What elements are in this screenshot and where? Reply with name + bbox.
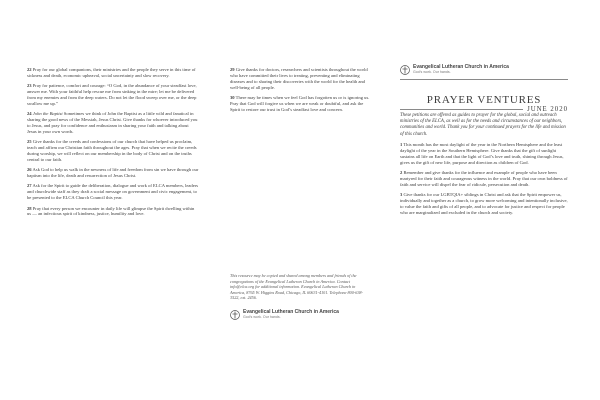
- title-block: [400, 94, 568, 113]
- brand-header: [230, 310, 370, 320]
- prayer-item: 25 Give thanks for the creeds and confessions of our church that have helped us proclaim, teach and affirm our Christian faith throughout the ages. Pray that when we recite the creeds during worship, we will reflect on our membership in the body of Christ and on the truths central to our faith.: [27, 139, 197, 162]
- brand-header: [400, 65, 568, 75]
- elca-cross-logo-icon: [230, 310, 240, 320]
- title-divider: [400, 109, 523, 110]
- prayer-item: 2 Remember and give thanks for the influence and example of people who have been martyred for their faith and courageous witness in the world. Pray that our own boldness of faith and service will dispel the fear of ridicule, persecution and death.: [400, 170, 568, 187]
- header-divider: [400, 79, 568, 80]
- elca-cross-logo-icon: [400, 65, 410, 75]
- prayer-item: 22 Pray for our global companions, their ministries and the people they serve in this time of sickness and death, economic upheaval, social uncertainty and slow recovery.: [27, 67, 196, 78]
- page-title: PRAYER VENTURES: [426, 94, 542, 106]
- footer-brand: [230, 310, 370, 324]
- brand-tagline: God’s work. Our hands.: [243, 315, 281, 319]
- prayer-column-3: [400, 65, 568, 220]
- intro-text: These petitions are offered as guides to prayer for the global, social and outreach ministries of the ELCA, as well as for the needs and circumstances of our neighbors, communities and world. Thank you for your continued prayers for the life and mission of this church.: [400, 112, 566, 137]
- prayer-column-1: [27, 67, 199, 222]
- prayer-item: 23 Pray for patience, comfort and courage: “O God, in the abundance of your steadfast love, answer me. With your faithful help rescue me from sinking in the mire; let me be delivered from my enemies and from the deep waters. Do not let the flood sweep over me, or the deep swallow me up.”: [27, 83, 197, 106]
- prayer-column-2: [230, 67, 370, 117]
- prayer-item: 28 Pray that every person we encounter in daily life will glimpse the Spirit dwelling within us — an infectious spirit of kindness, justice, humility and love.: [27, 205, 195, 217]
- brand-name: Evangelical Lutheran Church in America: [413, 64, 509, 70]
- prayer-item: 1 This month has the most daylight of the year in the Northern Hemisphere and the least daylight of the year in the Southern Hemisphere. Give thanks that the gift of sunlight sustains all life on Earth and that the light of God’s love and truth, shining through Jesus, gives us the gift of new life, purpose and direction as children of God.: [400, 142, 564, 165]
- copy-notice: This resource may be copied and shared among members and friends of the congregations of the Evangelical Lutheran Church in America. Contact info@elca.org for additional information. Evangelical Lutheran Church in America, 8765 W. Higgins Road, Chicago, IL 60631-4101. Telephone 800-638-3522, ext. 2456.: [230, 273, 363, 301]
- prayer-item: 3 Give thanks for our LGBTQIA+ siblings in Christ and ask that the Spirit empower us, individually and together as a church, to grow more welcoming and intentionally inclusive, to value the faith and gifts of all people, and to advocate for justice and respect for people who are marginalized and excluded in the church and society.: [400, 192, 568, 215]
- issue-date: JUNE 2020: [527, 106, 568, 113]
- prayer-item: 29 Give thanks for doctors, researchers and scientists throughout the world who have committed their lives to treating, preventing and eliminating diseases and to sharing their discoveries with the world for the health and well-being of all people.: [230, 67, 368, 90]
- brand-name: Evangelical Lutheran Church in America: [243, 309, 339, 315]
- brand-tagline: God’s work. Our hands.: [413, 70, 451, 74]
- prayer-item: 24 John the Baptist Sometimes we think of John the Baptist as a little wild and fanatical in sharing the good news of the Messiah, Jesus Christ. Give thanks for whoever introduced you to Jesus, and pray for confidence and enthusiasm in sharing your faith and talking about Jesus in your own words.: [27, 111, 198, 134]
- prayer-item: 26 Ask God to help us walk in the newness of life and freedom from sin we have through our baptism into the life, death and resurrection of Jesus Christ.: [27, 167, 199, 179]
- prayer-item: 27 Ask for the Spirit to guide the deliberation, dialogue and work of ELCA members, leaders and churchwide staff as they draft a social message on government and civic engagement, to be presented to the ELCA Church Council this year.: [27, 183, 199, 201]
- prayer-item: 30 There may be times when we feel God has forgotten us or is ignoring us. Pray that God will forgive us when we are weak or doubtful, and ask the Spirit to restore our trust in God’s steadfast love and concern.: [230, 95, 370, 112]
